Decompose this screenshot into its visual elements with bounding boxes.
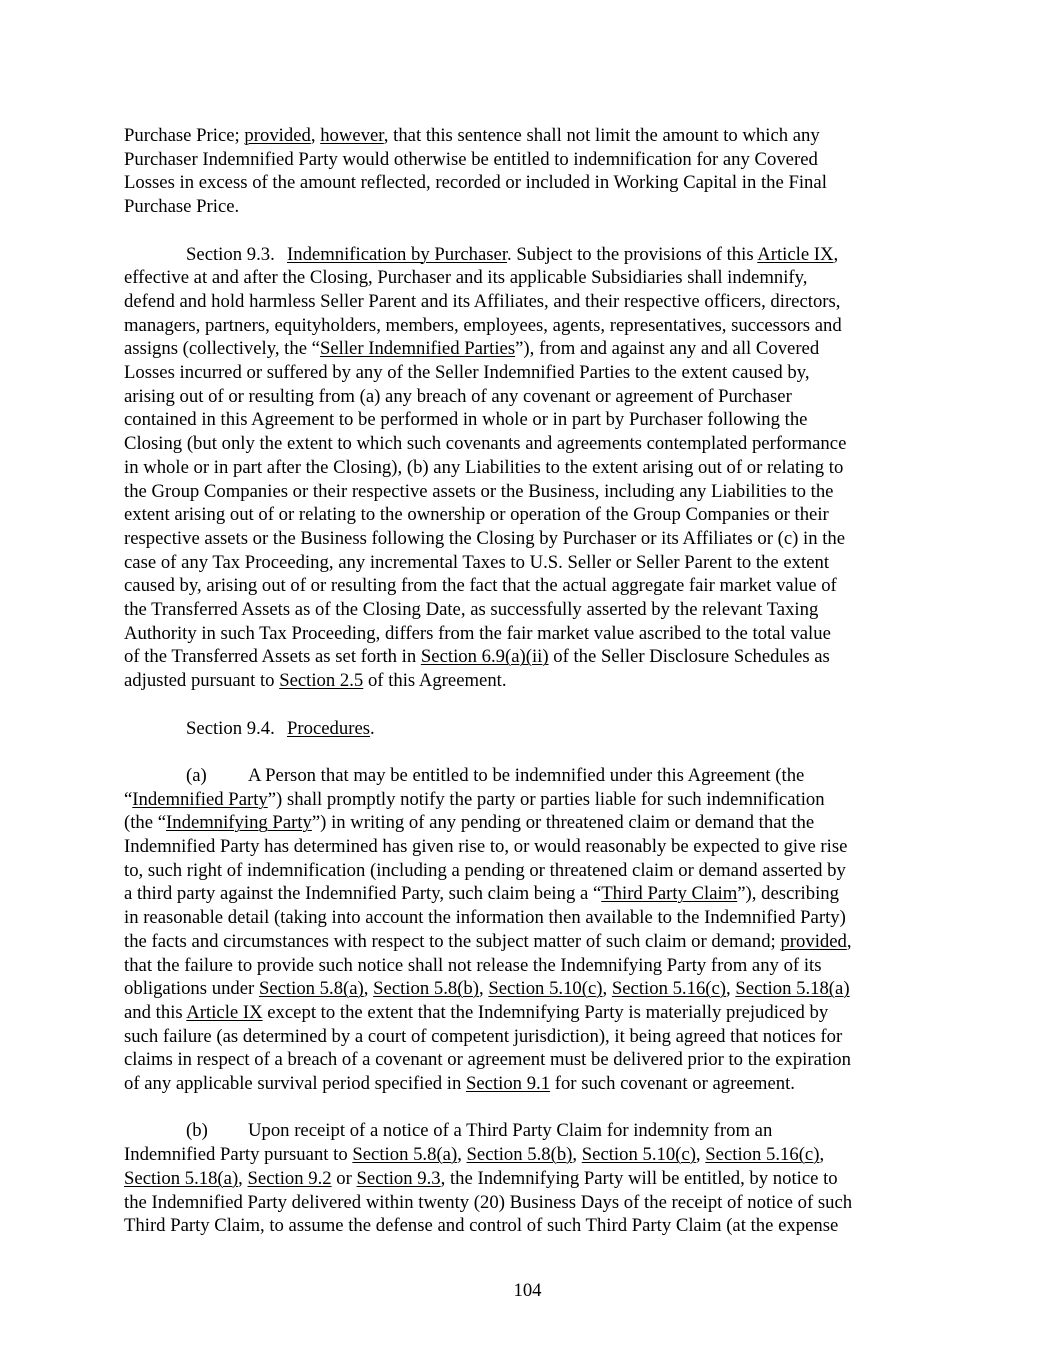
text-run: of the Seller Disclosure Schedules as	[548, 646, 830, 668]
text-run: ,	[363, 978, 374, 1000]
text-line	[124, 1001, 936, 1025]
text-line: case of any Tax Proceeding, any incremental Taxes to U.S. Seller or Seller Parent to the extent	[124, 551, 830, 573]
text-line: that the failure to provide such notice shall not release the Indemnifying Party from any of its	[124, 954, 822, 976]
text-run: “	[124, 788, 133, 810]
section-number: Section 9.3.	[186, 243, 275, 265]
cross-reference: Section 5.18(a)	[124, 1167, 239, 1189]
text-line: Losses in excess of the amount reflected, recorded or included in Working Capital in the Final	[124, 172, 827, 194]
text-line: caused by, arising out of or resulting from the fact that the actual aggregate fair market value of	[124, 575, 837, 597]
text-run: Upon receipt of a notice of a Third Party Claim for indemnity from an	[248, 1120, 773, 1142]
text-run: ,	[310, 125, 321, 146]
text-run: ,	[846, 930, 852, 952]
text-line: Authority in such Tax Proceeding, differs from the fair market value ascribed to the total value	[124, 622, 831, 644]
cross-reference: Section 5.8(b)	[373, 978, 479, 1000]
text-run: ,	[695, 1144, 706, 1166]
text-run: A Person that may be entitled to be indemnified under this Agreement (the	[248, 764, 805, 786]
text-run: ,	[572, 1144, 582, 1166]
subsection-b	[124, 1119, 936, 1238]
subsection-a	[124, 764, 936, 1096]
section-number: Section 9.4.	[186, 717, 275, 739]
text-line	[124, 243, 936, 267]
text-line: to, such right of indemnification (including a pending or threatened claim or demand asserted by	[124, 859, 846, 881]
text-line	[124, 930, 936, 954]
text-run: Indemnified Party pursuant to	[124, 1144, 353, 1166]
text-line	[124, 764, 936, 788]
text-line: in reasonable detail (taking into account the information then available to the Indemnified Party)	[124, 907, 846, 929]
text-run: and this	[124, 1001, 187, 1023]
text-run: adjusted pursuant to	[124, 670, 280, 692]
text-line	[124, 788, 936, 812]
text-line	[124, 977, 936, 1001]
text-run: ,	[819, 1144, 825, 1166]
text-run: obligations under	[124, 978, 259, 1000]
text-run: ,	[833, 243, 839, 265]
page-body	[124, 124, 936, 1262]
text-line	[124, 1119, 936, 1143]
text-run: , the Indemnifying Party will be entitled, by notice to	[440, 1167, 838, 1189]
subsection-label: (b)	[186, 1120, 208, 1142]
text-run: assigns (collectively, the “	[124, 338, 320, 360]
text-line: arising out of or resulting from (a) any breach of any covenant or agreement of Purchaser	[124, 385, 792, 407]
text-run: ,	[457, 1144, 467, 1166]
text-run: .	[370, 717, 375, 739]
text-line	[124, 882, 936, 906]
text-line: Indemnified Party has determined has given rise to, or would reasonably be expected to give rise	[124, 836, 848, 858]
cross-reference: Section 9.3	[356, 1167, 441, 1189]
defined-term: provided	[244, 125, 311, 146]
text-line: the Indemnified Party delivered within twenty (20) Business Days of the receipt of notice of such	[124, 1191, 853, 1213]
cross-reference: Section 5.16(c)	[705, 1144, 820, 1166]
defined-term: however	[320, 125, 384, 146]
text-line	[124, 669, 936, 693]
text-line: contained in this Agreement to be performed in whole or in part by Purchaser following the	[124, 409, 808, 431]
text-line: such failure (as determined by a court of competent jurisdiction), it being agreed that notices for	[124, 1025, 843, 1047]
text-line	[124, 1143, 936, 1167]
text-run: the facts and circumstances with respect to the subject matter of such claim or demand;	[124, 930, 781, 952]
text-line	[124, 645, 936, 669]
text-run: ”), from and against any and all Covered	[515, 338, 820, 360]
defined-term: Third Party Claim	[601, 883, 738, 905]
text-line: respective assets or the Business following the Closing by Purchaser or its Affiliates or (c) in the	[124, 527, 846, 549]
text-line: the Transferred Assets as of the Closing Date, as successfully asserted by the relevant Taxing	[124, 599, 819, 621]
text-run: a third party against the Indemnified Party, such claim being a “	[124, 883, 602, 905]
text-line	[124, 1072, 936, 1096]
paragraph-purchase-price	[124, 124, 936, 219]
text-line: defend and hold harmless Seller Parent and its Affiliates, and their respective officers, directors,	[124, 290, 841, 312]
text-run: ”), describing	[737, 883, 839, 905]
text-run: ”) in writing of any pending or threatened claim or demand that the	[311, 812, 815, 834]
cross-reference: Section 2.5	[279, 670, 364, 692]
text-run: of this Agreement.	[363, 670, 507, 692]
text-run: or	[331, 1167, 357, 1189]
cross-reference: Section 5.16(c)	[611, 978, 727, 1000]
subsection-label: (a)	[186, 764, 207, 786]
text-run: ,	[726, 978, 736, 1000]
text-line	[124, 811, 936, 835]
cross-reference: Section 5.8(a)	[258, 978, 364, 1000]
cross-reference: Section 9.2	[247, 1167, 332, 1189]
cross-reference: Section 5.8(b)	[466, 1144, 573, 1166]
text-line: extent arising out of or relating to the ownership or operation of the Group Companies or their	[124, 504, 829, 526]
cross-reference: Section 5.10(c)	[488, 978, 603, 1000]
text-line	[124, 1167, 936, 1191]
text-run: ,	[479, 978, 489, 1000]
text-run: of the Transferred Assets as set forth in	[124, 646, 421, 668]
text-line: Third Party Claim, to assume the defense and control of such Third Party Claim (at the expense	[124, 1215, 839, 1237]
text-run: ,	[602, 978, 612, 1000]
text-line	[124, 337, 936, 361]
text-line: Purchaser Indemnified Party would otherwise be entitled to indemnification for any Covered	[124, 148, 818, 170]
cross-reference: Article IX	[757, 243, 834, 265]
text-line: claims in respect of a breach of a covenant or agreement must be delivered prior to the expiration	[124, 1049, 851, 1071]
defined-term: Seller Indemnified Parties	[319, 338, 516, 360]
text-line	[124, 124, 936, 148]
text-line: managers, partners, equityholders, members, employees, agents, representatives, successors and	[124, 314, 842, 336]
cross-reference: Article IX	[186, 1001, 263, 1023]
text-run: except to the extent that the Indemnifying Party is materially prejudiced by	[262, 1001, 829, 1023]
defined-term: provided	[780, 930, 847, 952]
defined-term: Indemnifying Party	[166, 812, 312, 834]
text-line: Losses incurred or suffered by any of the Seller Indemnified Parties to the extent caused by,	[124, 362, 810, 384]
section-9-3	[124, 243, 936, 693]
text-run: Purchase Price;	[124, 125, 245, 146]
text-run: ,	[238, 1167, 248, 1189]
cross-reference: Section 9.1	[465, 1073, 551, 1095]
text-run: (the “	[124, 812, 167, 834]
cross-reference: Section 5.10(c)	[581, 1144, 696, 1166]
text-line	[124, 717, 936, 741]
text-line: effective at and after the Closing, Purchaser and its applicable Subsidiaries shall indemnify,	[124, 267, 808, 289]
defined-term: Indemnified Party	[132, 788, 268, 810]
cross-reference: Section 6.9(a)(ii)	[420, 646, 549, 668]
text-run: , that this sentence shall not limit the amount to which any	[383, 125, 820, 146]
page-number: 104	[513, 1280, 542, 1301]
section-9-4	[124, 717, 936, 741]
section-heading: Procedures	[287, 717, 371, 739]
cross-reference: Section 5.8(a)	[352, 1144, 458, 1166]
section-heading: Indemnification by Purchaser	[287, 243, 508, 265]
text-line: Purchase Price.	[124, 196, 240, 218]
text-line: the Group Companies or their respective assets or the Business, including any Liabilities to the	[124, 480, 834, 502]
cross-reference: Section 5.18(a)	[735, 978, 850, 1000]
text-run: ”) shall promptly notify the party or parties liable for such indemnification	[267, 788, 825, 810]
text-line: in whole or in part after the Closing), (b) any Liabilities to the extent arising out of or relating to	[124, 456, 844, 478]
text-run: . Subject to the provisions of this	[507, 243, 758, 265]
text-line: Closing (but only the extent to which such covenants and agreements contemplated performance	[124, 433, 847, 455]
text-run: for such covenant or agreement.	[550, 1073, 795, 1095]
text-run: of any applicable survival period specified in	[124, 1073, 466, 1095]
